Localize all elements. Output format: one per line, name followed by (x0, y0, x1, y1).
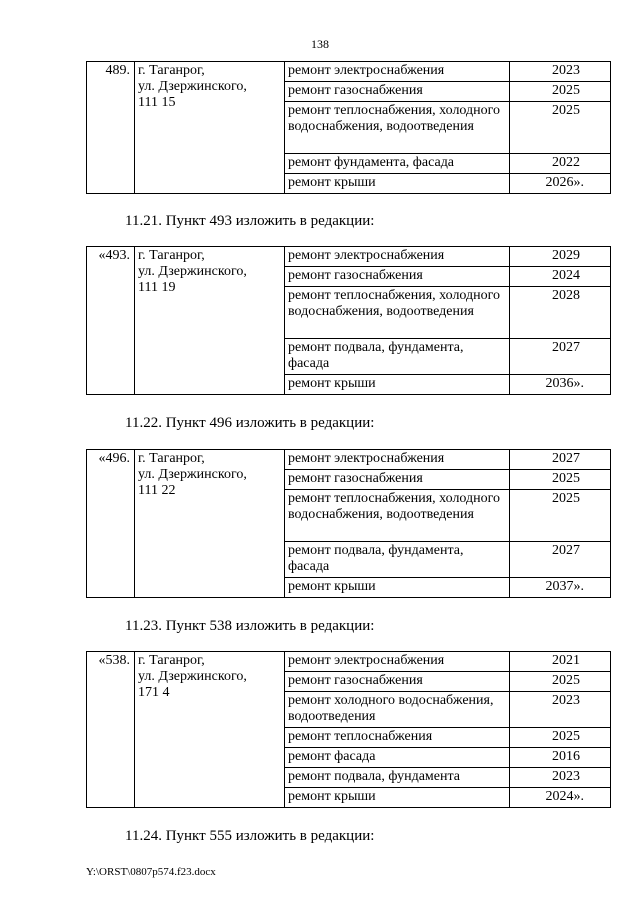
footer-file-path: Y:\ORST\0807p574.f23.docx (86, 866, 216, 878)
work-year: 2021 (510, 652, 611, 672)
work-type: ремонт газоснабжения (285, 267, 510, 287)
work-year: 2026». (510, 174, 611, 194)
item-number: «538. (87, 652, 135, 808)
table-row (87, 450, 611, 470)
work-type: ремонт электроснабжения (285, 652, 510, 672)
work-year: 2025 (510, 82, 611, 102)
work-year: 2024». (510, 788, 611, 808)
work-type: ремонт газоснабжения (285, 82, 510, 102)
work-type: ремонт газоснабжения (285, 470, 510, 490)
repair-table-496 (86, 449, 611, 598)
work-year: 2025 (510, 672, 611, 692)
work-year: 2024 (510, 267, 611, 287)
work-type: ремонт подвала, фундамента, фасада (285, 339, 510, 375)
work-type: ремонт газоснабжения (285, 672, 510, 692)
item-address: г. Таганрог, ул. Дзержинского, 171 4 (135, 652, 285, 808)
repair-table-489 (86, 61, 611, 194)
work-year: 2023 (510, 62, 611, 82)
item-number: 489. (87, 62, 135, 194)
repair-table-538 (86, 651, 611, 808)
item-number: «493. (87, 247, 135, 395)
work-year: 2027 (510, 542, 611, 578)
work-year: 2028 (510, 287, 611, 339)
page-number: 138 (311, 37, 329, 51)
section-heading: 11.22. Пункт 496 изложить в редакции: (125, 415, 375, 431)
work-type: ремонт электроснабжения (285, 62, 510, 82)
work-type: ремонт электроснабжения (285, 450, 510, 470)
work-year: 2027 (510, 339, 611, 375)
work-type: ремонт подвала, фундамента, фасада (285, 542, 510, 578)
item-address: г. Таганрог, ул. Дзержинского, 111 19 (135, 247, 285, 395)
work-year: 2022 (510, 154, 611, 174)
table-row (87, 652, 611, 672)
work-year: 2016 (510, 748, 611, 768)
work-year: 2025 (510, 102, 611, 154)
table-row (87, 247, 611, 267)
section-heading: 11.21. Пункт 493 изложить в редакции: (125, 213, 375, 229)
work-type: ремонт фундамента, фасада (285, 154, 510, 174)
work-year: 2023 (510, 768, 611, 788)
work-year: 2027 (510, 450, 611, 470)
work-year: 2025 (510, 470, 611, 490)
work-type: ремонт крыши (285, 578, 510, 598)
item-address: г. Таганрог, ул. Дзержинского, 111 15 (135, 62, 285, 194)
work-type: ремонт крыши (285, 174, 510, 194)
item-number: «496. (87, 450, 135, 598)
work-year: 2025 (510, 728, 611, 748)
work-year: 2037». (510, 578, 611, 598)
work-year: 2023 (510, 692, 611, 728)
work-year: 2029 (510, 247, 611, 267)
work-year: 2036». (510, 375, 611, 395)
work-type: ремонт теплоснабжения, холодного водоснабжения, водоотведения (285, 102, 510, 154)
repair-table-493 (86, 246, 611, 395)
work-type: ремонт холодного водоснабжения, водоотведения (285, 692, 510, 728)
work-type: ремонт теплоснабжения (285, 728, 510, 748)
work-type: ремонт крыши (285, 788, 510, 808)
section-heading: 11.23. Пункт 538 изложить в редакции: (125, 618, 375, 634)
item-address: г. Таганрог, ул. Дзержинского, 111 22 (135, 450, 285, 598)
section-heading: 11.24. Пункт 555 изложить в редакции: (125, 828, 375, 844)
work-type: ремонт теплоснабжения, холодного водоснабжения, водоотведения (285, 490, 510, 542)
work-year: 2025 (510, 490, 611, 542)
work-type: ремонт крыши (285, 375, 510, 395)
work-type: ремонт электроснабжения (285, 247, 510, 267)
work-type: ремонт теплоснабжения, холодного водоснабжения, водоотведения (285, 287, 510, 339)
table-row (87, 62, 611, 82)
work-type: ремонт фасада (285, 748, 510, 768)
work-type: ремонт подвала, фундамента (285, 768, 510, 788)
